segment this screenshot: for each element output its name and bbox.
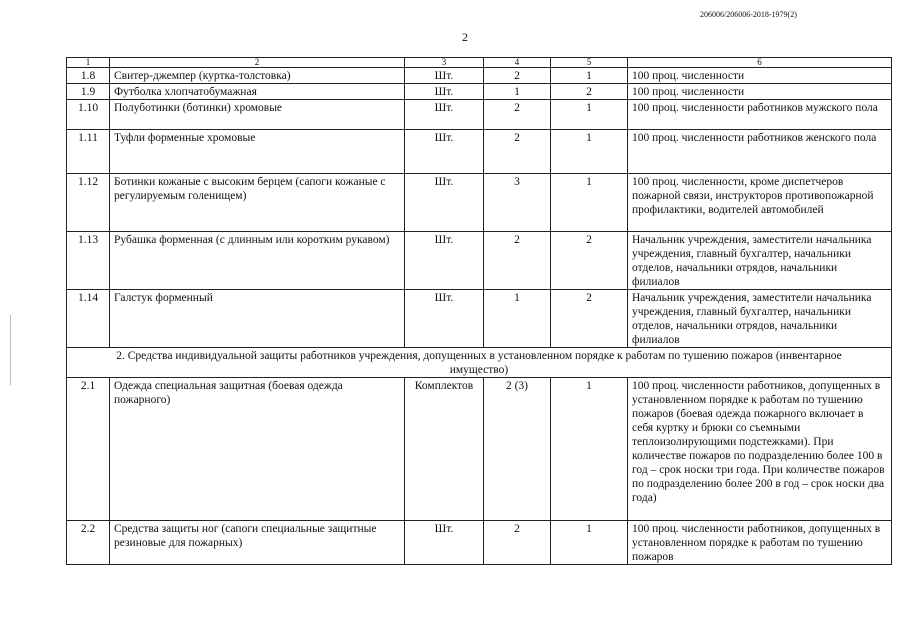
scan-margin-mark bbox=[10, 315, 11, 385]
column-number: 3 bbox=[405, 58, 484, 68]
document-id: 206006/206006-2018-1979(2) bbox=[700, 10, 797, 19]
item-note: 100 проц. численности работников женского пола bbox=[628, 130, 892, 174]
norms-table bbox=[66, 57, 892, 565]
item-term: 1 bbox=[551, 521, 628, 565]
item-term: 2 bbox=[551, 290, 628, 348]
item-term: 2 bbox=[551, 232, 628, 290]
item-term: 2 bbox=[551, 84, 628, 100]
table-row bbox=[67, 174, 892, 232]
table-row bbox=[67, 290, 892, 348]
item-name: Свитер-джемпер (куртка-толстовка) bbox=[110, 68, 405, 84]
item-name: Одежда специальная защитная (боевая одежда пожарного) bbox=[110, 378, 405, 521]
item-number: 1.9 bbox=[67, 84, 110, 100]
item-unit: Шт. bbox=[405, 232, 484, 290]
item-number: 2.2 bbox=[67, 521, 110, 565]
item-quantity: 2 bbox=[484, 232, 551, 290]
column-number: 6 bbox=[628, 58, 892, 68]
table-row bbox=[67, 84, 892, 100]
item-quantity: 2 bbox=[484, 100, 551, 130]
item-note: Начальник учреждения, заместители начальника учреждения, главный бухгалтер, начальники отделов, начальники отрядов, начальники филиалов bbox=[628, 290, 892, 348]
table-row bbox=[67, 130, 892, 174]
item-name: Футболка хлопчатобумажная bbox=[110, 84, 405, 100]
item-name: Полуботинки (ботинки) хромовые bbox=[110, 100, 405, 130]
item-unit: Шт. bbox=[405, 521, 484, 565]
item-number: 1.8 bbox=[67, 68, 110, 84]
item-name: Ботинки кожаные с высоким берцем (сапоги кожаные с регулируемым голенищем) bbox=[110, 174, 405, 232]
item-name: Средства защиты ног (сапоги специальные защитные резиновые для пожарных) bbox=[110, 521, 405, 565]
item-quantity: 1 bbox=[484, 290, 551, 348]
item-name: Туфли форменные хромовые bbox=[110, 130, 405, 174]
column-number-row bbox=[67, 58, 892, 68]
item-quantity: 2 bbox=[484, 68, 551, 84]
item-name: Галстук форменный bbox=[110, 290, 405, 348]
table-row bbox=[67, 378, 892, 521]
item-number: 1.11 bbox=[67, 130, 110, 174]
table-row bbox=[67, 100, 892, 130]
item-note: 100 проц. численности работников, допущенных в установленном порядке к работам по тушению пожаров (боевая одежда пожарного включает в себя куртку и брюки со съемными теплоизолирующими подстежками). При количестве пожаров по подразделению более 100 в год – срок носки три года. При количестве пожаров по подразделению более 200 в год – срок носки два года) bbox=[628, 378, 892, 521]
item-note: 100 проц. численности, кроме диспетчеров пожарной связи, инструкторов противопожарной профилактики, водителей автомобилей bbox=[628, 174, 892, 232]
column-number: 1 bbox=[67, 58, 110, 68]
page-number: 2 bbox=[462, 30, 468, 44]
item-note: Начальник учреждения, заместители начальника учреждения, главный бухгалтер, начальники отделов, начальники отрядов, начальники филиалов bbox=[628, 232, 892, 290]
norms-table-container bbox=[66, 57, 885, 565]
item-quantity: 2 (3) bbox=[484, 378, 551, 521]
item-unit: Шт. bbox=[405, 130, 484, 174]
item-number: 1.14 bbox=[67, 290, 110, 348]
item-note: 100 проц. численности работников, допущенных в установленном порядке к работам по тушению пожаров bbox=[628, 521, 892, 565]
item-quantity: 2 bbox=[484, 130, 551, 174]
item-term: 1 bbox=[551, 100, 628, 130]
item-note: 100 проц. численности bbox=[628, 84, 892, 100]
item-quantity: 1 bbox=[484, 84, 551, 100]
item-number: 1.12 bbox=[67, 174, 110, 232]
table-row bbox=[67, 521, 892, 565]
item-unit: Шт. bbox=[405, 290, 484, 348]
item-unit: Комплектов bbox=[405, 378, 484, 521]
table-row bbox=[67, 232, 892, 290]
item-quantity: 3 bbox=[484, 174, 551, 232]
section-heading-row bbox=[67, 348, 892, 378]
column-number: 4 bbox=[484, 58, 551, 68]
item-unit: Шт. bbox=[405, 84, 484, 100]
item-name: Рубашка форменная (с длинным или коротким рукавом) bbox=[110, 232, 405, 290]
table-row bbox=[67, 68, 892, 84]
item-note: 100 проц. численности bbox=[628, 68, 892, 84]
section-2-title: 2. Средства индивидуальной защиты работников учреждения, допущенных в установленном порядке к работам по тушению пожаров (инвентарное имущество) bbox=[67, 348, 892, 378]
item-number: 1.13 bbox=[67, 232, 110, 290]
item-unit: Шт. bbox=[405, 174, 484, 232]
item-quantity: 2 bbox=[484, 521, 551, 565]
item-term: 1 bbox=[551, 130, 628, 174]
item-term: 1 bbox=[551, 378, 628, 521]
item-number: 2.1 bbox=[67, 378, 110, 521]
item-unit: Шт. bbox=[405, 100, 484, 130]
column-number: 2 bbox=[110, 58, 405, 68]
item-number: 1.10 bbox=[67, 100, 110, 130]
item-term: 1 bbox=[551, 174, 628, 232]
column-number: 5 bbox=[551, 58, 628, 68]
item-note: 100 проц. численности работников мужского пола bbox=[628, 100, 892, 130]
item-unit: Шт. bbox=[405, 68, 484, 84]
item-term: 1 bbox=[551, 68, 628, 84]
